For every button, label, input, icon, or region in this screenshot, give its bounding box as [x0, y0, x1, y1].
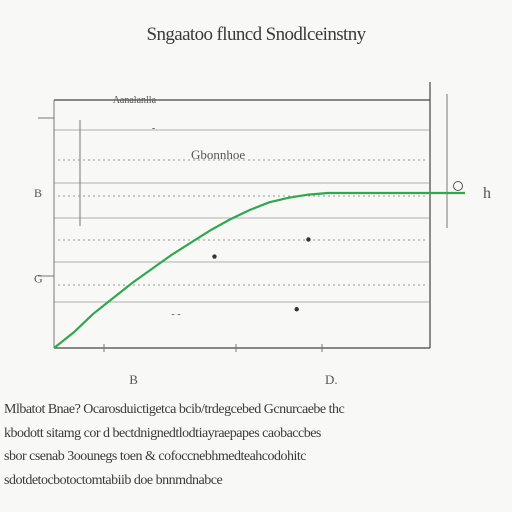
data-marker — [212, 254, 216, 258]
data-marker — [294, 307, 298, 311]
caption-line: kbodott sitamg cor d bectdnignedtlodtiayraepapes caobaccbes — [4, 425, 321, 441]
data-marker — [306, 237, 310, 241]
x-tick-label: B — [129, 372, 138, 387]
chart-annotation: Gbonnhoe — [191, 146, 246, 162]
caption-line: sdotdetocbotoctomtabiib doe bnnmdnabce — [4, 472, 223, 488]
chart-annotation: - — [151, 123, 156, 134]
caption-line: sbor csenab 3oounegs toen & cofoccnebhmedteahcodohitc — [4, 449, 307, 464]
chart-annotation: Aanalanlla — [112, 95, 157, 107]
y-tick-label: G — [34, 271, 43, 286]
chart-title: Sngaatoo fluncd Snodlceinstny — [146, 24, 366, 45]
x-tick-label: D. — [325, 372, 338, 387]
y-tick-label: B — [34, 186, 43, 200]
caption-line: Mlbatot Bnae? Ocarosduictigetca bcib/trdegcebed Gcnurcaebe thc — [4, 402, 345, 417]
right-axis-label: h — [483, 185, 491, 202]
chart-annotation: - - — [171, 309, 181, 320]
series-line — [54, 193, 465, 348]
chart-caption — [4, 398, 510, 492]
endpoint-marker — [454, 182, 463, 191]
